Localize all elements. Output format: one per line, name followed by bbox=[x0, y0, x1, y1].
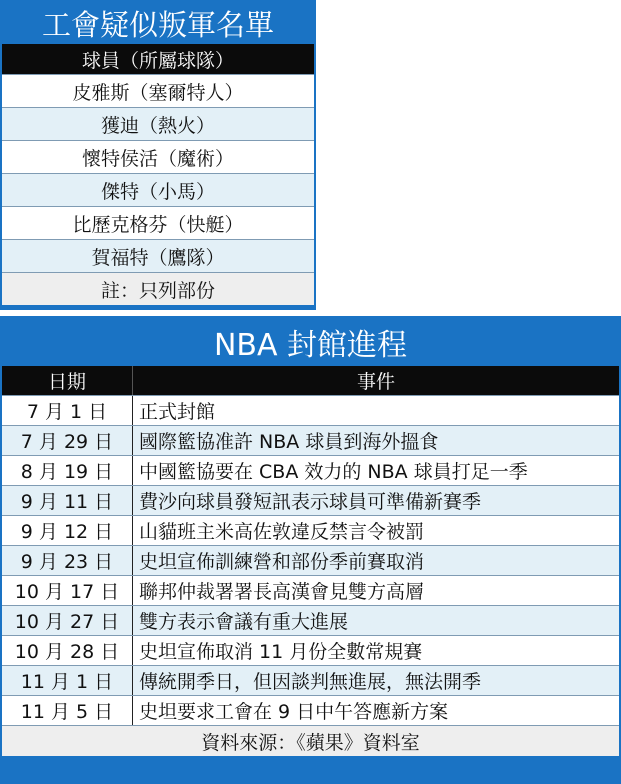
rebel-list-rows bbox=[2, 74, 314, 305]
timeline-date: 7 月 29 日 bbox=[2, 426, 133, 455]
player-row: 賀福特（鷹隊） bbox=[2, 239, 314, 272]
timeline-event: 山貓班主米高佐敦違反禁言令被罰 bbox=[139, 521, 425, 543]
timeline-row bbox=[2, 425, 619, 455]
timeline-event: 史坦要求工會在 9 日中午答應新方案 bbox=[139, 701, 449, 723]
timeline-date: 9 月 23 日 bbox=[2, 546, 133, 575]
timeline-date: 10 月 28 日 bbox=[2, 636, 133, 665]
lockout-timeline-table bbox=[0, 316, 621, 784]
timeline-row bbox=[2, 455, 619, 485]
timeline-event: 史坦宣佈訓練營和部份季前賽取消 bbox=[139, 551, 425, 573]
header-event: 事件 bbox=[356, 371, 395, 393]
timeline-rows bbox=[2, 395, 619, 756]
timeline-date: 7 月 1 日 bbox=[2, 396, 133, 425]
timeline-event: 國際籃協准許 NBA 球員到海外搵食 bbox=[139, 431, 439, 453]
timeline-row bbox=[2, 605, 619, 635]
player-row: 比歷克格芬（快艇） bbox=[2, 206, 314, 239]
player-row: 懷特侯活（魔術） bbox=[2, 140, 314, 173]
player-row: 獲迪（熱火） bbox=[2, 107, 314, 140]
player-row: 傑特（小馬） bbox=[2, 173, 314, 206]
timeline-row bbox=[2, 515, 619, 545]
timeline-event: 聯邦仲裁署署長高漢會見雙方高層 bbox=[139, 581, 425, 603]
timeline-row bbox=[2, 575, 619, 605]
timeline-row bbox=[2, 545, 619, 575]
timeline-header bbox=[2, 366, 619, 395]
timeline-date: 9 月 12 日 bbox=[2, 516, 133, 545]
note-row: 註：只列部份 bbox=[2, 272, 314, 305]
timeline-date: 11 月 5 日 bbox=[2, 696, 133, 725]
header-date: 日期 bbox=[2, 366, 133, 395]
timeline-date: 8 月 19 日 bbox=[2, 456, 133, 485]
timeline-event: 正式封館 bbox=[139, 401, 216, 423]
timeline-row bbox=[2, 395, 619, 425]
player-row: 皮雅斯（塞爾特人） bbox=[2, 74, 314, 107]
timeline-row bbox=[2, 635, 619, 665]
timeline-event: 傳統開季日，但因談判無進展，無法開季 bbox=[139, 671, 482, 693]
timeline-event: 中國籃協要在 CBA 效力的 NBA 球員打足一季 bbox=[139, 461, 528, 483]
timeline-row bbox=[2, 485, 619, 515]
timeline-date: 10 月 27 日 bbox=[2, 606, 133, 635]
timeline-date: 10 月 17 日 bbox=[2, 576, 133, 605]
timeline-date: 11 月 1 日 bbox=[2, 666, 133, 695]
timeline-date: 9 月 11 日 bbox=[2, 486, 133, 515]
timeline-event: 費沙向球員發短訊表示球員可準備新賽季 bbox=[139, 491, 482, 513]
rebel-list-title: 工會疑似叛軍名單 bbox=[41, 7, 274, 42]
rebel-list-header: 球員（所屬球隊） bbox=[2, 44, 314, 74]
timeline-event: 史坦宣佈取消 11 月份全數常規賽 bbox=[139, 641, 423, 663]
timeline-row bbox=[2, 665, 619, 695]
rebel-list-table bbox=[0, 0, 316, 310]
timeline-event: 雙方表示會議有重大進展 bbox=[139, 611, 349, 633]
source-row: 資料來源：《蘋果》資料室 bbox=[2, 725, 619, 756]
timeline-row bbox=[2, 695, 619, 725]
timeline-title: NBA 封館進程 bbox=[213, 328, 408, 363]
